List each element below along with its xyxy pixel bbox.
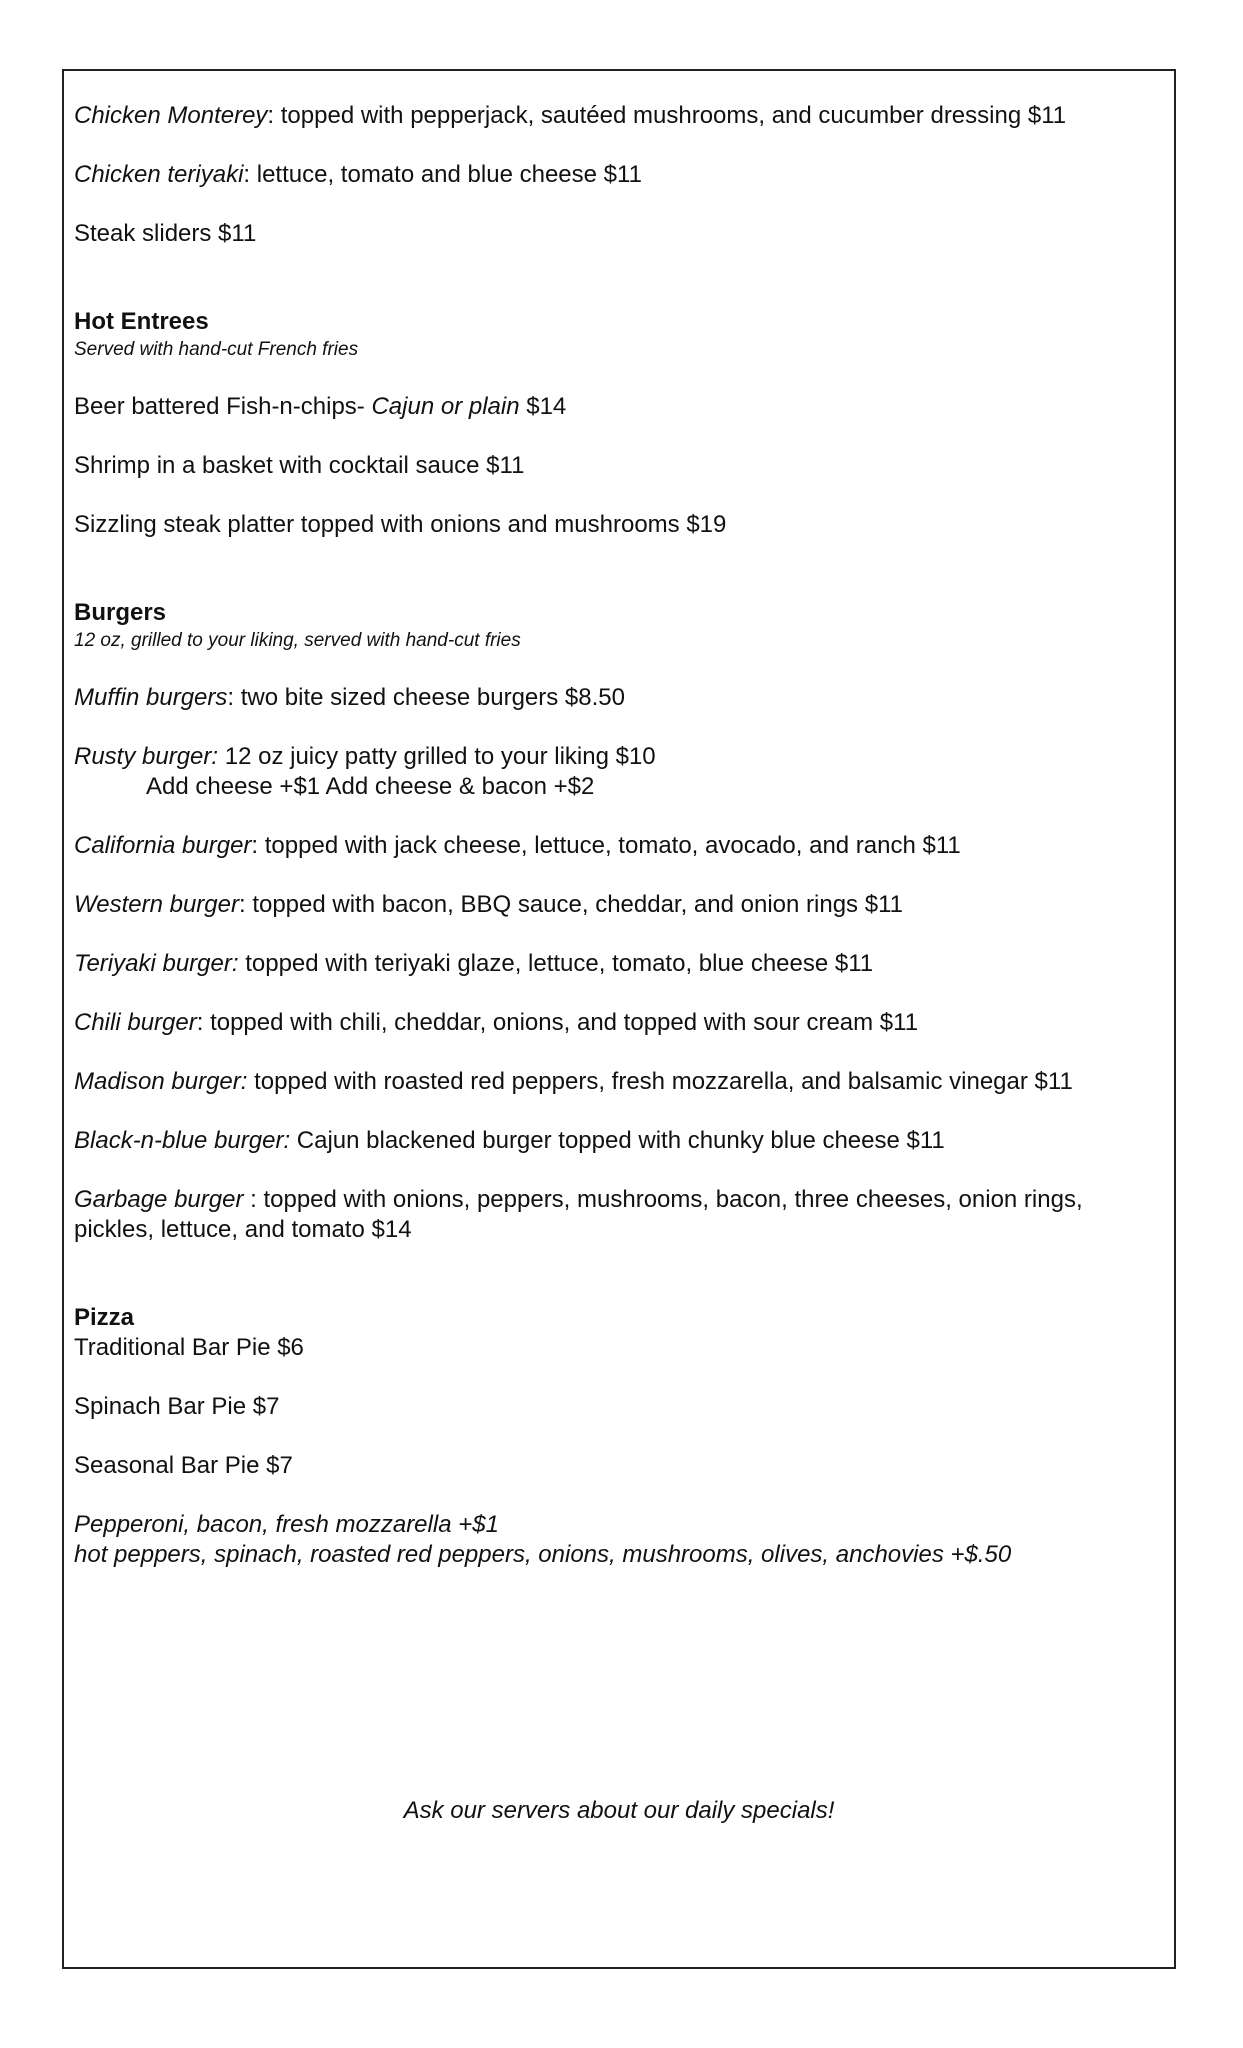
section-subtitle: 12 oz, grilled to your liking, served with hand-cut fries xyxy=(74,630,521,651)
menu-item-muffin-burgers xyxy=(74,683,1164,713)
item-text: Traditional Bar Pie $6 xyxy=(74,1334,304,1361)
daily-specials-note: Ask our servers about our daily specials! xyxy=(403,1797,835,1824)
item-desc: topped with bacon, BBQ sauce, cheddar, and onion rings $11 xyxy=(252,891,903,918)
item-name: Rusty burger: xyxy=(74,743,219,770)
item-text: Spinach Bar Pie $7 xyxy=(74,1393,280,1420)
item-desc: topped with jack cheese, lettuce, tomato, avocado, and ranch $11 xyxy=(264,832,961,859)
menu-item-chili-burger xyxy=(74,1008,1164,1038)
menu-item-chicken-teriyaki xyxy=(74,160,1164,190)
item-text: Sizzling steak platter topped with onions and mushrooms $19 xyxy=(74,511,727,538)
menu-item-steak-platter xyxy=(74,510,1164,540)
item-desc: two bite sized cheese burgers $8.50 xyxy=(240,684,625,711)
topping-line-standard: hot peppers, spinach, roasted red peppers, onions, mushrooms, olives, anchovies +$.50 xyxy=(74,1541,1012,1568)
menu-item-seasonal-bar-pie xyxy=(74,1451,1164,1481)
menu-item-garbage-burger xyxy=(74,1185,1164,1245)
section-title: Hot Entrees xyxy=(74,308,209,335)
item-sep: : xyxy=(267,102,281,129)
item-text: Seasonal Bar Pie $7 xyxy=(74,1452,293,1479)
item-option: Cajun or plain xyxy=(371,393,520,420)
item-sep xyxy=(218,743,225,770)
item-sep: : xyxy=(227,684,241,711)
item-text: Beer battered Fish-n-chips- xyxy=(74,393,372,420)
section-burgers xyxy=(74,598,1164,654)
item-desc: topped with teriyaki glaze, lettuce, tomato, blue cheese $11 xyxy=(245,950,874,977)
item-name: Chicken Monterey xyxy=(74,102,268,129)
item-desc: topped with roasted red peppers, fresh mozzarella, and balsamic vinegar $11 xyxy=(254,1068,1073,1095)
item-desc: topped with onions, peppers, mushrooms, bacon, three cheeses, onion rings, pickles, lettuce, and tomato $14 xyxy=(74,1186,1083,1243)
item-sep xyxy=(290,1127,297,1154)
item-desc: Steak sliders $11 xyxy=(74,220,257,247)
item-sep: : xyxy=(243,1186,264,1213)
section-pizza xyxy=(74,1303,1164,1333)
menu-item-black-n-blue-burger xyxy=(74,1126,1164,1156)
item-name: Garbage burger xyxy=(74,1186,244,1213)
menu-item-fish-n-chips xyxy=(74,392,1164,422)
item-name: Madison burger: xyxy=(74,1068,248,1095)
item-sep: : xyxy=(196,1009,211,1036)
item-desc: lettuce, tomato and blue cheese $11 xyxy=(256,161,642,188)
topping-line-premium: Pepperoni, bacon, fresh mozzarella +$1 xyxy=(74,1511,499,1538)
menu-item-california-burger xyxy=(74,831,1164,861)
item-name: Chili burger xyxy=(74,1009,197,1036)
item-price: $14 xyxy=(519,393,567,420)
menu-item-teriyaki-burger xyxy=(74,949,1164,979)
menu-item-western-burger xyxy=(74,890,1164,920)
section-title: Pizza xyxy=(74,1304,135,1331)
item-desc: 12 oz juicy patty grilled to your liking $10 xyxy=(224,743,656,770)
item-name: Black-n-blue burger: xyxy=(74,1127,291,1154)
section-subtitle: Served with hand-cut French fries xyxy=(74,339,359,360)
menu-item-madison-burger xyxy=(74,1067,1164,1097)
item-name: Western burger xyxy=(74,891,239,918)
item-name: Muffin burgers xyxy=(74,684,228,711)
menu-item-chicken-monterey xyxy=(74,101,1164,131)
menu-item-spinach-bar-pie xyxy=(74,1392,1164,1422)
menu-frame xyxy=(62,69,1176,1969)
item-desc: topped with chili, cheddar, onions, and topped with sour cream $11 xyxy=(210,1009,919,1036)
item-sep: : xyxy=(243,161,257,188)
item-name: California burger xyxy=(74,832,252,859)
menu-item-steak-sliders xyxy=(74,219,1164,249)
item-name: Teriyaki burger: xyxy=(74,950,239,977)
menu-content xyxy=(74,101,1164,1599)
item-name: Chicken teriyaki xyxy=(74,161,244,188)
section-title: Burgers xyxy=(74,599,167,626)
item-addons: Add cheese +$1 Add cheese & bacon +$2 xyxy=(146,773,595,800)
pizza-toppings xyxy=(74,1510,1164,1570)
item-sep: : xyxy=(238,891,253,918)
section-hot-entrees xyxy=(74,307,1164,363)
item-sep: : xyxy=(251,832,265,859)
menu-item-rusty-burger xyxy=(74,742,1164,802)
item-desc: topped with pepperjack, sautéed mushrooms, and cucumber dressing $11 xyxy=(280,102,1067,129)
item-text: Shrimp in a basket with cocktail sauce $11 xyxy=(74,452,525,479)
menu-item-shrimp-basket xyxy=(74,451,1164,481)
item-desc: Cajun blackened burger topped with chunky blue cheese $11 xyxy=(296,1127,945,1154)
menu-item-traditional-bar-pie xyxy=(74,1333,1164,1363)
